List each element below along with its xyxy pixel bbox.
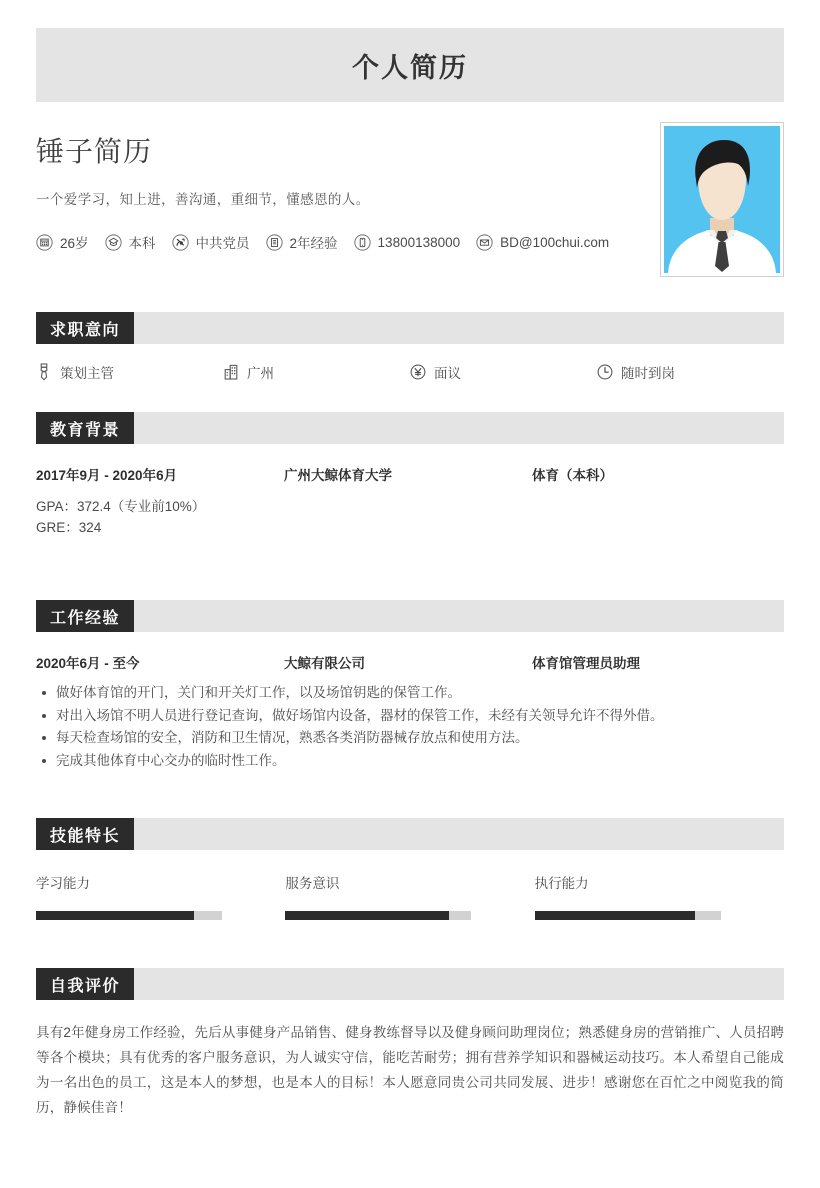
- work-period: 2020年6月 - 至今: [36, 656, 140, 671]
- list-item: 每天检查场馆的安全，消防和卫生情况，熟悉各类消防器械存放点和使用方法。: [36, 727, 784, 750]
- skill-progress-track: [285, 911, 471, 920]
- self-evaluation-text: 具有2年健身房工作经验，先后从事健身产品销售、健身教练督导以及健身顾问助理岗位；熟悉健身房的营销推广、人员招聘等各个模块；具有优秀的客户服务意识，为人诚实守信，能吃苦耐劳；拥有营养学知识和器械运动技巧。本人希望自己能成为一名出色的员工，这是本人的梦想，也是本人的目标！本人愿意同贵公司共同发展、进步！感谢您在百忙之中阅览我的简历，静候佳音！: [36, 1025, 784, 1115]
- skill-name: 服务意识: [285, 876, 340, 891]
- fact-political-status-label: 中共党员: [195, 236, 250, 251]
- graduation-cap-icon: [105, 234, 122, 251]
- skill-item: [535, 872, 784, 920]
- work-entry-header: [36, 652, 784, 672]
- briefcase-document-icon: [266, 234, 283, 251]
- skill-progress-track: [36, 911, 222, 920]
- identity-block: [36, 122, 784, 282]
- party-emblem-icon: [172, 234, 189, 251]
- section-title-education: 教育背景: [36, 412, 134, 444]
- skill-item: [36, 872, 285, 920]
- work-company: 大鲸有限公司: [284, 656, 365, 671]
- intent-availability-label: 随时到岗: [621, 366, 675, 381]
- intent-salary: [410, 362, 597, 382]
- education-major: 体育（本科）: [532, 468, 613, 483]
- candidate-tagline: 一个爱学习，知上进，善沟通，重细节，懂感恩的人。: [36, 192, 370, 207]
- resume-title-banner: [36, 28, 784, 102]
- education-detail-gre: GRE：324: [36, 520, 102, 535]
- education-period: 2017年9月 - 2020年6月: [36, 468, 178, 483]
- skill-progress-fill: [535, 911, 695, 920]
- fact-experience: [266, 232, 338, 252]
- profile-photo: [664, 126, 780, 273]
- clock-icon: [597, 363, 613, 381]
- section-header-education: [36, 412, 784, 444]
- intent-city-label: 广州: [247, 366, 274, 381]
- necktie-icon: [36, 363, 52, 381]
- fact-email: [476, 234, 609, 251]
- envelope-icon: [476, 234, 493, 251]
- fact-political-status: [172, 232, 250, 252]
- building-icon: [223, 363, 239, 381]
- profile-photo-frame: [660, 122, 784, 277]
- list-item: 对出入场馆不明人员进行登记查询，做好场馆内设备，器材的保管工作，未经有关领导允许不得外借。: [36, 705, 784, 728]
- fact-education: [105, 232, 156, 252]
- intent-position: [36, 362, 223, 382]
- education-details: [36, 496, 784, 538]
- education-detail-gpa: GPA：372.4（专业前10%）: [36, 499, 206, 514]
- phone-icon: [354, 234, 371, 251]
- section-title-skills: 技能特长: [36, 818, 134, 850]
- education-entry: [36, 464, 784, 538]
- fact-education-label: 本科: [128, 236, 156, 251]
- section-title-intent: 求职意向: [36, 312, 134, 344]
- fact-age-label: 26岁: [60, 236, 89, 251]
- section-header-intent: [36, 312, 784, 344]
- intent-row: [36, 362, 784, 382]
- list-item: 做好体育馆的开门，关门和开关灯工作，以及场馆钥匙的保管工作。: [36, 682, 784, 705]
- intent-salary-label: 面议: [434, 366, 461, 381]
- skill-progress-track: [535, 911, 721, 920]
- candidate-name: 锤子简历: [36, 136, 153, 167]
- work-responsibilities: [36, 682, 784, 772]
- fact-phone-label: 13800138000: [377, 234, 461, 250]
- intent-availability: [597, 362, 784, 382]
- fact-age: [36, 232, 89, 252]
- section-header-skills: [36, 818, 784, 850]
- work-entry: [36, 652, 784, 772]
- fact-experience-label: 2年经验: [289, 236, 338, 251]
- section-title-work: 工作经验: [36, 600, 134, 632]
- skill-name: 学习能力: [36, 876, 90, 891]
- education-entry-header: [36, 464, 784, 484]
- intent-city: [223, 362, 410, 382]
- section-header-evaluation: [36, 968, 784, 1000]
- skill-progress-fill: [285, 911, 449, 920]
- work-role: 体育馆管理员助理: [532, 656, 640, 671]
- skills-row: [36, 872, 784, 920]
- skill-name: 执行能力: [534, 876, 589, 891]
- calendar-icon: [36, 234, 53, 251]
- resume-page: [0, 28, 820, 1188]
- education-school: 广州大鲸体育大学: [284, 468, 392, 483]
- fact-phone: [354, 234, 461, 251]
- section-title-evaluation: 自我评价: [36, 968, 134, 1000]
- list-item: 完成其他体育中心交办的临时性工作。: [36, 750, 784, 773]
- yen-coin-icon: [410, 363, 426, 381]
- section-header-work: [36, 600, 784, 632]
- page-title: 个人简历: [352, 52, 468, 83]
- intent-position-label: 策划主管: [60, 366, 114, 381]
- fact-email-label: BD@100chui.com: [500, 234, 610, 250]
- skill-item: [285, 872, 534, 920]
- skill-progress-fill: [36, 911, 194, 920]
